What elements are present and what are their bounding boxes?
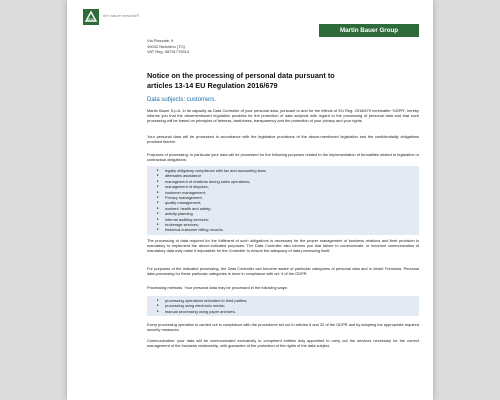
list-item: ▸ internal auditing services; <box>157 217 419 222</box>
list-item: ▸ manual processing using paper archives. <box>157 309 419 314</box>
company-logo-icon <box>83 9 99 25</box>
list-item: ▸ legally obligatory compliance with tax and accounting laws; <box>157 168 419 173</box>
intro-paragraph: Martin Bauer S.p.A. in its capacity as Data Controller of your personal data, pursuant to and for the effects of EU Reg. 2016/679 hereinafter 'GDPR', hereby informs you that the aforementioned regulation provides for the protection of data subjects with regard to the processing of personal data and that such processing will be based on principles of fairness, lawfulness, transparency and the protection of your privacy and your rights. <box>147 108 419 123</box>
list-item: ▸ quality management; <box>157 200 419 205</box>
communication-paragraph: Communication: your data will be communicated exclusively to competent entities duly appointed to carry out the services necessary for the correct management of the business relationship, with guarantee of the protection of the rights of the data subject. <box>147 338 419 348</box>
address-line: 10042 Nichelino (TO) <box>147 43 185 49</box>
address-line: VAT Reg. 08791775014 <box>147 49 190 55</box>
list-item: ▸ processing using electronic media; <box>157 303 419 308</box>
obligations-paragraph: The processing of data required for the fulfilment of such obligations is necessary for the proper management of business relations and their provision is mandatory to implement the above-indicated purposes. The Data Controller also informs you that failure to communicate, or incorrect communication of mandatory data may make it impossible for the Controller to ensure the adequacy of data processing itself. <box>147 238 419 253</box>
list-item: ▸ customer management; <box>157 190 419 195</box>
document-page <box>67 0 433 400</box>
list-item: ▸ brokerage services; <box>157 222 419 227</box>
legislation-paragraph: Your personal data will be processed in accordance with the legislative provisions of the above-mentioned legislation and the confidentiality obligations provided therein. <box>147 134 419 144</box>
methods-list <box>147 296 419 316</box>
list-item: ▸ Privacy management; <box>157 195 419 200</box>
special-categories-paragraph: For purposes of the indicated processing, the Data Controller can become aware of particular categories of personal data and in detail: Formulas. Personal data processing for these particular categories is done in compliance with art. 9 of the GDPR. <box>147 266 419 276</box>
list-item: ▸ processing operations entrusted to third parties; <box>157 298 419 303</box>
security-paragraph: Every processing operation is carried out in compliance with the procedures set out in articles 6 and 32 of the GDPR and by adopting the appropriate required security measures. <box>147 322 419 332</box>
purposes-list <box>147 166 419 235</box>
list-item: ▸ activity planning <box>157 211 419 216</box>
address-line: Via Piazzale, 9 <box>147 38 174 43</box>
data-subjects-heading: Data subjects: customers. <box>147 97 217 103</box>
brand-badge: Martin Bauer Group <box>319 24 419 37</box>
purposes-paragraph: Purposes of processing: in particular your data will be processed for the following purposes related to the implementation of formalities related to legislative or contractual obligations: <box>147 152 419 162</box>
tagline: the nature network® <box>103 13 140 18</box>
document-title: Notice on the processing of personal data pursuant to articles 13-14 EU Regulation 2016/679 <box>147 71 335 90</box>
list-item: ▸ management of relations during sales operations; <box>157 179 419 184</box>
address-block <box>147 38 189 55</box>
list-item: ▸ aftersales assistance <box>157 173 419 178</box>
methods-paragraph: Processing methods. Your personal data may be processed in the following ways: <box>147 285 288 290</box>
page-header <box>67 0 433 36</box>
list-item: ▸ historical customer billing records. <box>157 227 419 232</box>
list-item: ▸ workers' health and safety; <box>157 206 419 211</box>
list-item: ▸ management of disputes; <box>157 184 419 189</box>
